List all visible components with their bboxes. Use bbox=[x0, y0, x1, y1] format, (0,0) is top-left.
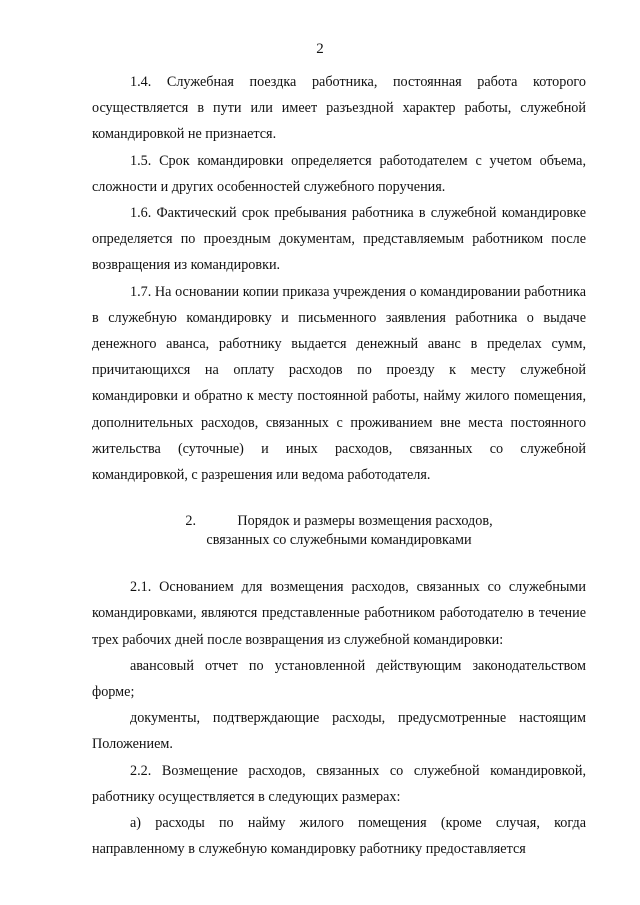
section-2-title-line2: связанных со служебными командировками bbox=[206, 531, 472, 548]
paragraph-advance-report: авансовый отчет по установленной действующим законодательством форме; bbox=[92, 657, 586, 701]
section-2-number: 2. bbox=[185, 513, 197, 530]
page-number: 2 bbox=[316, 41, 324, 57]
document-body bbox=[92, 69, 586, 862]
section-2-title-line1: Порядок и размеры возмещения расходов, bbox=[237, 513, 493, 530]
paragraph-1-7: 1.7. На основании копии приказа учреждения о командировании работника в служебную командировку и письменного заявления работника о выдаче денежного аванса, работнику выдается денежный аванс в пределах сумм, причитающихся на оплату расходов по проезду к месту служебной командировки и обратно к месту постоянной работы, найму жилого помещения, дополнительных расходов, связанных с проживанием вне места постоянного жительства (суточные) и иных расходов, связанных со служебной командировкой, с разрешения или ведома работодателя. bbox=[92, 283, 586, 484]
section-2-heading-line1 bbox=[92, 512, 586, 531]
paragraph-1-5: 1.5. Срок командировки определяется работодателем с учетом объема, сложности и других особенностей служебного поручения. bbox=[92, 152, 586, 195]
paragraph-1-6: 1.6. Фактический срок пребывания работника в служебной командировке определяется по проездным документам, представляемым работником после возвращения из командировки. bbox=[92, 205, 586, 274]
paragraph-2-2-a: а) расходы по найму жилого помещения (кроме случая, когда направленному в служебную командировку работнику предоставляется bbox=[92, 815, 586, 858]
paragraph-2-2: 2.2. Возмещение расходов, связанных со служебной командировкой, работнику осуществляется в следующих размерах: bbox=[92, 762, 586, 805]
section-2-heading bbox=[92, 488, 586, 574]
paragraph-expense-documents: документы, подтверждающие расходы, предусмотренные настоящим Положением. bbox=[92, 710, 586, 753]
paragraph-2-1: 2.1. Основанием для возмещения расходов, связанных со служебными командировками, являются представленные работником работодателю в течение трех рабочих дней после возвращения из служебной командировки: bbox=[92, 579, 586, 648]
paragraph-1-4: 1.4. Служебная поездка работника, постоянная работа которого осуществляется в пути или имеет разъездной характер работы, служебной командировкой не признается. bbox=[92, 74, 586, 143]
